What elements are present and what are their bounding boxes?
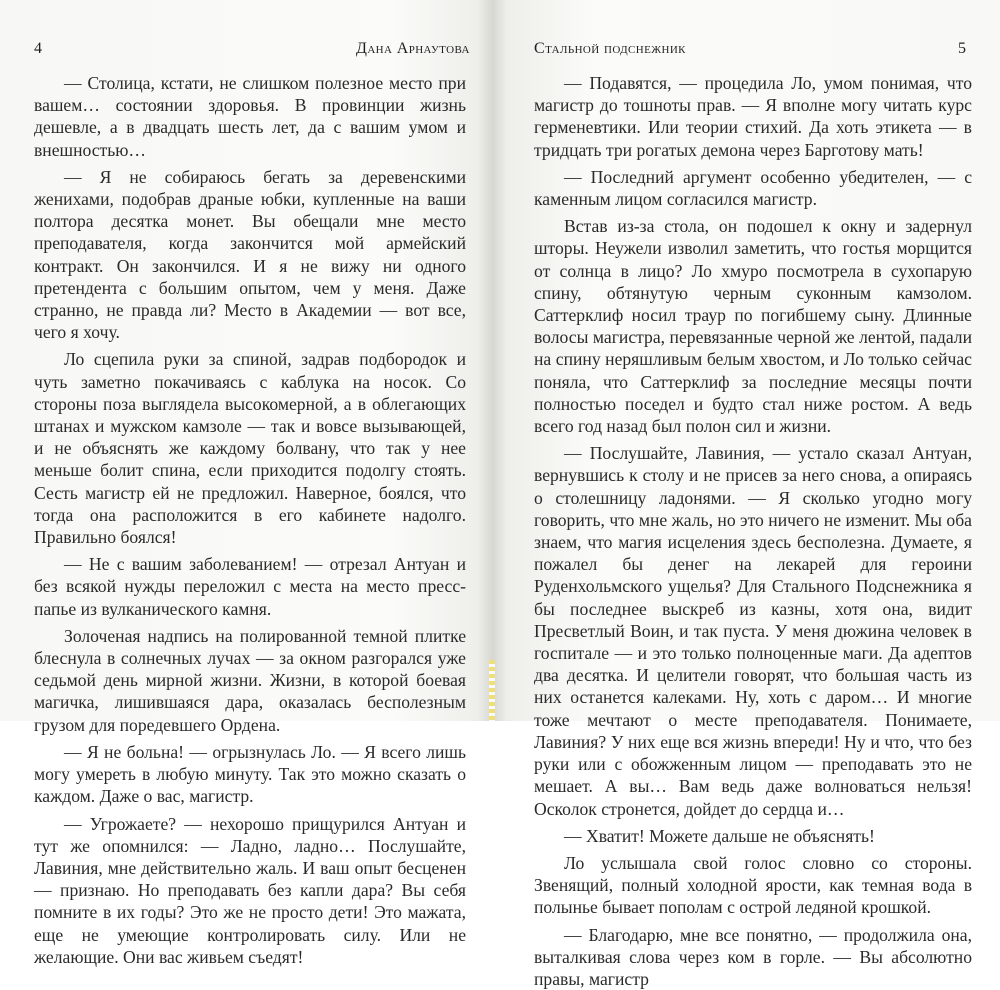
paragraph: — Я не больна! — огрызнулась Ло. — Я всего лишь могу умереть в любую минуту. Так это можно сказать о каждом. Даже о вас, магистр. [34,741,466,807]
paragraph: — Благодарю, мне все понятно, — продолжила она, выталкивая слова через ком в горле. — Вы абсолютно правы, магистр [534,924,972,989]
paragraph: Встав из-за стола, он подошел к окну и задернул шторы. Неужели изволил заметить, что гостья морщится от солнца в лицо? Ло хмуро посмотрела в сухопарую спину, обтянутую черным суконным камзолом. Саттерклиф носил траур по погибшему сыну. Длинные волосы магистра, перевязанные черной же лентой, падали на спину неряшливым белым хвостом, и Ло только сейчас поняла, что Саттерклиф за последние месяцы почти полностью поседел и будто стал ниже ростом. А ведь всего год назад был полон сил и жизни. [534,216,972,437]
paragraph: — Послушайте, Лавиния, — устало сказал Антуан, вернувшись к столу и не присев за него снова, а опираясь о столешницу ладонями. — Я сколько угодно могу говорить, что мне жаль, но это ничего не изменит. Мы оба знаем, что магия исцеления здесь бесполезна. Думаете, я пожалел бы денег на лекарей для героини Руденхольмского ущелья? Для Стального Подснежника я бы последнее выскреб из казны, хотя она, видит Пресветлый Воин, и так пуста. У меня дюжина человек в госпитале — и это только полноценные маги. Да адептов два десятка. И целители говорят, что большая часть из них останется калеками. Ну, хоть с даром… И многие тоже мечтают о месте преподавателя. Понимаете, Лавиния? У них еще вся жизнь впереди! Ну и что, что без руки или с обожженным лицом — преподавать это не мешает. А вы… Вам ведь даже волноваться нельзя! Осколок стронется, дойдет до сердца и… [534,443,972,819]
right-page-text [534,72,972,990]
gutter-highlight-mark [489,660,495,721]
paragraph: — Последний аргумент особенно убедителен, — с каменным лицом согласился магистр. [534,166,972,210]
left-page [0,0,492,967]
paragraph: Ло услышала свой голос словно со стороны. Звенящий, полный холодной ярости, как темная вода в полынье бывает пополам с острой ледяной крошкой. [534,852,972,918]
paragraph: — Я не собираюсь бегать за деревенскими женихами, подобрав драные юбки, купленные на ваши полтора десятка монет. Вы обещали мне место преподавателя, когда закончится мой армейский контракт. Он закончился. И я не вижу ни одного претендента с большим опытом, чем у меня. Даже странно, не правда ли? Место в Академии — вот все, чего я хочу. [34,166,466,343]
paragraph: — Столица, кстати, не слишком полезное место при вашем… состоянии здоровья. В провинции жизнь дешевле, а в двадцать шесть лет, да с вашим умом и внешностью… [34,73,466,160]
page-number: 4 [34,40,42,57]
left-page-text [34,72,466,968]
paragraph: — Не с вашим заболеванием! — отрезал Антуан и без всякой нужды переложил с места на место пресс-папье из вулканического камня. [34,554,466,619]
running-head-author: Дана Арнаутова [356,40,470,57]
right-page [492,0,1000,989]
page-number: 5 [958,40,966,57]
running-head-title: Стальной подснежник [534,40,686,57]
paragraph: — Угрожаете? — нехорошо прищурился Антуан и тут же опомнился: — Ладно, ладно… Послушайте, Лавиния, мне действительно жаль. И ваш опыт бесценен — признаю. Но преподавать без капли дара? Вы себя помните в их годы? Это же не просто дети! Это мажата, еще не умеющие контролировать силу. Или не желающие. Они вас живьем съедят! [34,813,466,967]
paragraph: Ло сцепила руки за спиной, задрав подбородок и чуть заметно покачиваясь с каблука на носок. Со стороны поза выглядела высокомерной, а в облегающих штанах и мужском камзоле — так и вовсе вызывающей, и не объяснять же каждому болвану, что так у нее меньше болит спина, если приходится подолгу стоять. Сесть магистр ей не предложил. Наверное, боялся, что тогда она расположится в его кабинете надолго. Правильно боялся! [34,349,466,548]
paragraph: — Хватит! Можете дальше не объяснять! [564,825,875,846]
paragraph: Золоченая надпись на полированной темной плитке блеснула в солнечных лучах — за окном разгорался уже седьмой день мирной жизни. Жизни, в которой боевая магичка, лишившаяся дара, оказалась бесполезным грузом для поредевшего Ордена. [34,625,466,735]
paragraph: — Подавятся, — процедила Ло, умом понимая, что магистр до тошноты прав. — Я вполне могу читать курс герменевтики. Или теории стихий. Да хоть этикета — в тридцать три рогатых демона через Барготову мать! [534,73,972,160]
